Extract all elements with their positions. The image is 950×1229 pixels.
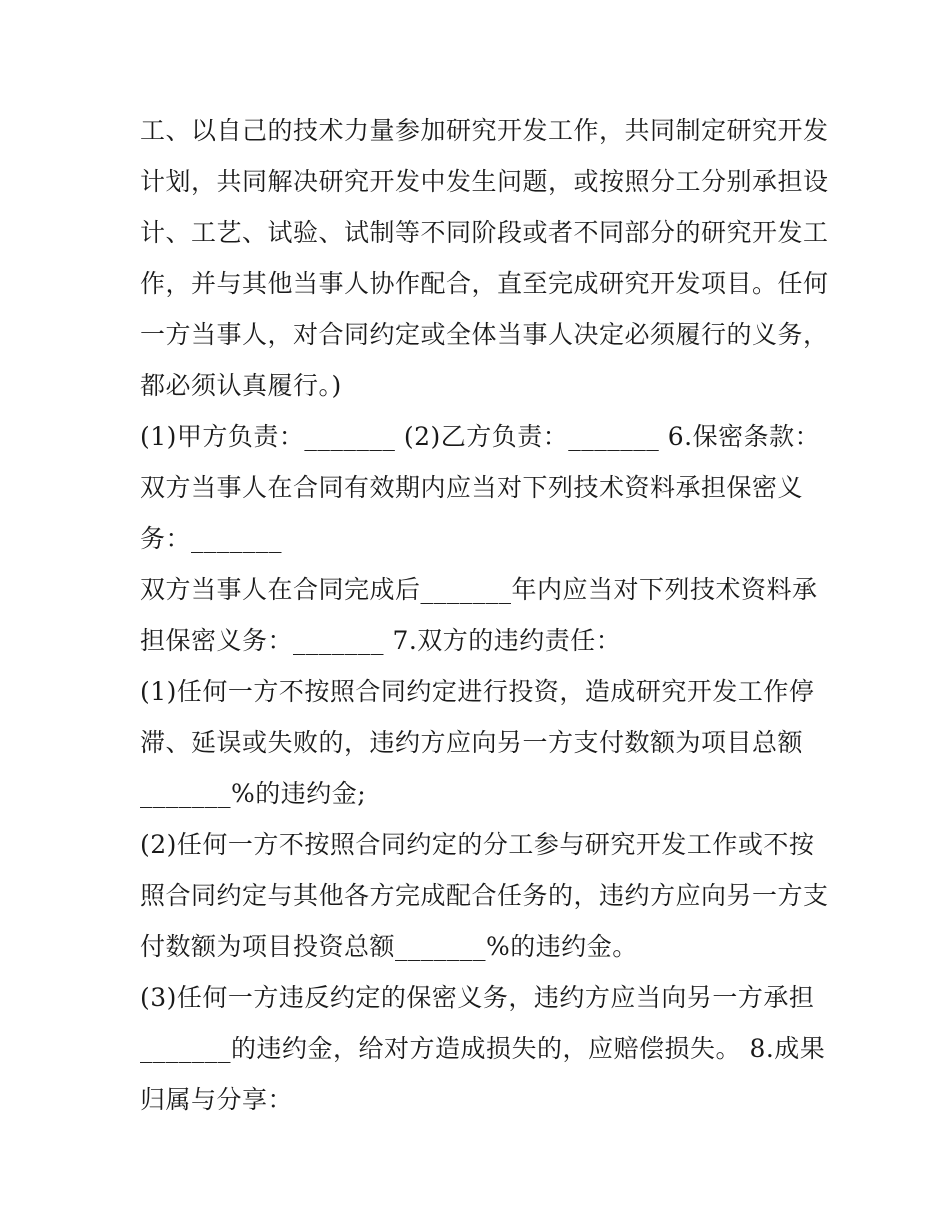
text-line: 都必须认真履行。) [140, 371, 342, 400]
text-line: 滞、延误或失败的，违约方应向另一方支付数额为项目总额 [140, 728, 804, 757]
text-line: 务：_______ [140, 524, 283, 553]
text-line: (1)甲方负责：_______ (2)乙方负责：_______ 6.保密条款： [140, 422, 821, 451]
text-line: (3)任何一方违反约定的保密义务，违约方应当向另一方承担 [140, 983, 815, 1012]
document-body [140, 105, 840, 1125]
text-line: 双方当事人在合同有效期内应当对下列技术资料承担保密义 [140, 473, 804, 502]
text-line: (1)任何一方不按照合同约定进行投资，造成研究开发工作停 [140, 677, 815, 706]
text-line: 计划，共同解决研究开发中发生问题，或按照分工分别承担设 [140, 167, 829, 196]
text-line: 计、工艺、试验、试制等不同阶段或者不同部分的研究开发工 [140, 218, 829, 247]
text-line: 一方当事人，对合同约定或全体当事人决定必须履行的义务， [140, 320, 829, 349]
text-line: 工、以自己的技术力量参加研究开发工作，共同制定研究开发 [140, 116, 829, 145]
text-line: 双方当事人在合同完成后_______年内应当对下列技术资料承 [140, 575, 818, 604]
text-line: (2)任何一方不按照合同约定的分工参与研究开发工作或不按 [140, 830, 815, 859]
text-line: _______的违约金，给对方造成损失的，应赔偿损失。 8.成果 [140, 1034, 826, 1063]
text-line: _______%的违约金; [140, 779, 367, 808]
text-line: 作，并与其他当事人协作配合，直至完成研究开发项目。任何 [140, 269, 829, 298]
text-line: 付数额为项目投资总额_______%的违约金。 [140, 932, 638, 961]
text-line: 照合同约定与其他各方完成配合任务的，违约方应向另一方支 [140, 881, 829, 910]
text-line: 担保密义务：_______ 7.双方的违约责任： [140, 626, 622, 655]
text-line: 归属与分享： [140, 1085, 294, 1114]
